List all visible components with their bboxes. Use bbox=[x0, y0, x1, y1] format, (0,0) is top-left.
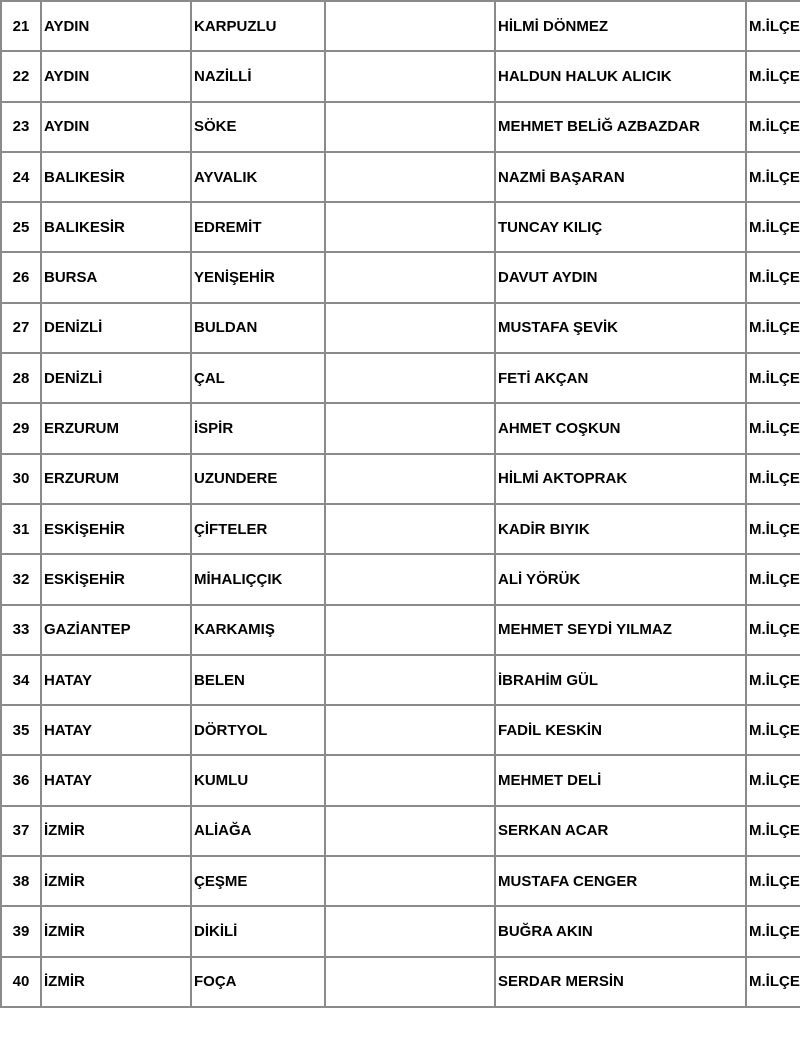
row-number-cell: 37 bbox=[1, 806, 41, 856]
empty-cell bbox=[325, 403, 495, 453]
empty-cell bbox=[325, 655, 495, 705]
table-row bbox=[1, 403, 800, 453]
province-cell: BURSA bbox=[41, 252, 191, 302]
role-cell: M.İLÇE bbox=[746, 51, 800, 101]
role-cell: M.İLÇE bbox=[746, 755, 800, 805]
table-row bbox=[1, 353, 800, 403]
candidate-name-cell: MEHMET DELİ bbox=[495, 755, 746, 805]
row-number-cell: 29 bbox=[1, 403, 41, 453]
table-row bbox=[1, 202, 800, 252]
empty-cell bbox=[325, 504, 495, 554]
row-number-cell: 30 bbox=[1, 454, 41, 504]
province-cell: ESKİŞEHİR bbox=[41, 504, 191, 554]
role-cell: M.İLÇE bbox=[746, 605, 800, 655]
district-cell: ÇİFTELER bbox=[191, 504, 325, 554]
district-cell: YENİŞEHİR bbox=[191, 252, 325, 302]
district-cell: ÇEŞME bbox=[191, 856, 325, 906]
province-cell: AYDIN bbox=[41, 51, 191, 101]
candidate-name-cell: FADİL KESKİN bbox=[495, 705, 746, 755]
role-cell: M.İLÇE bbox=[746, 454, 800, 504]
row-number-cell: 33 bbox=[1, 605, 41, 655]
table-row bbox=[1, 806, 800, 856]
table-row bbox=[1, 303, 800, 353]
role-cell: M.İLÇE bbox=[746, 504, 800, 554]
district-cell: KARPUZLU bbox=[191, 1, 325, 51]
province-cell: HATAY bbox=[41, 705, 191, 755]
role-cell: M.İLÇE bbox=[746, 252, 800, 302]
role-cell: M.İLÇE bbox=[746, 806, 800, 856]
candidate-name-cell: SERDAR MERSİN bbox=[495, 957, 746, 1007]
district-cell: UZUNDERE bbox=[191, 454, 325, 504]
province-cell: İZMİR bbox=[41, 957, 191, 1007]
role-cell: M.İLÇE bbox=[746, 705, 800, 755]
district-cell: AYVALIK bbox=[191, 152, 325, 202]
district-cell: EDREMİT bbox=[191, 202, 325, 252]
table-row bbox=[1, 655, 800, 705]
role-cell: M.İLÇE bbox=[746, 403, 800, 453]
candidate-name-cell: FETİ AKÇAN bbox=[495, 353, 746, 403]
table-row bbox=[1, 605, 800, 655]
empty-cell bbox=[325, 454, 495, 504]
table-row bbox=[1, 504, 800, 554]
row-number-cell: 27 bbox=[1, 303, 41, 353]
role-cell: M.İLÇE bbox=[746, 102, 800, 152]
province-cell: GAZİANTEP bbox=[41, 605, 191, 655]
empty-cell bbox=[325, 957, 495, 1007]
role-cell: M.İLÇE bbox=[746, 906, 800, 956]
row-number-cell: 24 bbox=[1, 152, 41, 202]
province-cell: AYDIN bbox=[41, 102, 191, 152]
row-number-cell: 34 bbox=[1, 655, 41, 705]
district-cell: FOÇA bbox=[191, 957, 325, 1007]
role-cell: M.İLÇE bbox=[746, 353, 800, 403]
province-cell: İZMİR bbox=[41, 806, 191, 856]
district-cell: NAZİLLİ bbox=[191, 51, 325, 101]
table-row bbox=[1, 102, 800, 152]
province-cell: BALIKESİR bbox=[41, 152, 191, 202]
district-cell: SÖKE bbox=[191, 102, 325, 152]
candidate-name-cell: MEHMET BELİĞ AZBAZDAR bbox=[495, 102, 746, 152]
empty-cell bbox=[325, 102, 495, 152]
row-number-cell: 26 bbox=[1, 252, 41, 302]
district-cell: DİKİLİ bbox=[191, 906, 325, 956]
table-row bbox=[1, 957, 800, 1007]
candidate-name-cell: MUSTAFA ŞEVİK bbox=[495, 303, 746, 353]
role-cell: M.İLÇE bbox=[746, 152, 800, 202]
district-cell: KUMLU bbox=[191, 755, 325, 805]
candidate-name-cell: HALDUN HALUK ALICIK bbox=[495, 51, 746, 101]
empty-cell bbox=[325, 906, 495, 956]
province-cell: ERZURUM bbox=[41, 454, 191, 504]
row-number-cell: 28 bbox=[1, 353, 41, 403]
candidate-name-cell: HİLMİ DÖNMEZ bbox=[495, 1, 746, 51]
empty-cell bbox=[325, 353, 495, 403]
empty-cell bbox=[325, 51, 495, 101]
table-row bbox=[1, 856, 800, 906]
row-number-cell: 32 bbox=[1, 554, 41, 604]
empty-cell bbox=[325, 152, 495, 202]
empty-cell bbox=[325, 1, 495, 51]
province-cell: ESKİŞEHİR bbox=[41, 554, 191, 604]
candidate-name-cell: HİLMİ AKTOPRAK bbox=[495, 454, 746, 504]
candidate-name-cell: MEHMET SEYDİ YILMAZ bbox=[495, 605, 746, 655]
row-number-cell: 23 bbox=[1, 102, 41, 152]
district-cell: DÖRTYOL bbox=[191, 705, 325, 755]
row-number-cell: 22 bbox=[1, 51, 41, 101]
role-cell: M.İLÇE bbox=[746, 957, 800, 1007]
role-cell: M.İLÇE bbox=[746, 856, 800, 906]
empty-cell bbox=[325, 806, 495, 856]
district-cell: BELEN bbox=[191, 655, 325, 705]
empty-cell bbox=[325, 605, 495, 655]
district-cell: BULDAN bbox=[191, 303, 325, 353]
province-cell: ERZURUM bbox=[41, 403, 191, 453]
candidate-name-cell: SERKAN ACAR bbox=[495, 806, 746, 856]
table-row bbox=[1, 1, 800, 51]
role-cell: M.İLÇE bbox=[746, 202, 800, 252]
empty-cell bbox=[325, 554, 495, 604]
district-cell: KARKAMIŞ bbox=[191, 605, 325, 655]
province-cell: HATAY bbox=[41, 755, 191, 805]
table-row bbox=[1, 252, 800, 302]
row-number-cell: 36 bbox=[1, 755, 41, 805]
empty-cell bbox=[325, 202, 495, 252]
table-row bbox=[1, 554, 800, 604]
candidate-name-cell: BUĞRA AKIN bbox=[495, 906, 746, 956]
district-cell: ÇAL bbox=[191, 353, 325, 403]
row-number-cell: 31 bbox=[1, 504, 41, 554]
role-cell: M.İLÇE bbox=[746, 1, 800, 51]
table-row bbox=[1, 454, 800, 504]
candidate-name-cell: DAVUT AYDIN bbox=[495, 252, 746, 302]
candidate-name-cell: KADİR BIYIK bbox=[495, 504, 746, 554]
province-cell: DENİZLİ bbox=[41, 353, 191, 403]
candidate-table-body bbox=[1, 1, 800, 1007]
row-number-cell: 39 bbox=[1, 906, 41, 956]
province-cell: İZMİR bbox=[41, 906, 191, 956]
table-row bbox=[1, 152, 800, 202]
row-number-cell: 38 bbox=[1, 856, 41, 906]
candidate-name-cell: İBRAHİM GÜL bbox=[495, 655, 746, 705]
empty-cell bbox=[325, 303, 495, 353]
role-cell: M.İLÇE bbox=[746, 303, 800, 353]
table-row bbox=[1, 51, 800, 101]
role-cell: M.İLÇE bbox=[746, 554, 800, 604]
candidate-name-cell: AHMET COŞKUN bbox=[495, 403, 746, 453]
row-number-cell: 40 bbox=[1, 957, 41, 1007]
table-row bbox=[1, 755, 800, 805]
table-row bbox=[1, 705, 800, 755]
province-cell: HATAY bbox=[41, 655, 191, 705]
candidate-name-cell: ALİ YÖRÜK bbox=[495, 554, 746, 604]
empty-cell bbox=[325, 252, 495, 302]
district-cell: ALİAĞA bbox=[191, 806, 325, 856]
district-cell: MİHALIÇÇIK bbox=[191, 554, 325, 604]
table-row bbox=[1, 906, 800, 956]
province-cell: DENİZLİ bbox=[41, 303, 191, 353]
role-cell: M.İLÇE bbox=[746, 655, 800, 705]
row-number-cell: 35 bbox=[1, 705, 41, 755]
district-cell: İSPİR bbox=[191, 403, 325, 453]
candidate-name-cell: NAZMİ BAŞARAN bbox=[495, 152, 746, 202]
candidate-name-cell: MUSTAFA CENGER bbox=[495, 856, 746, 906]
row-number-cell: 21 bbox=[1, 1, 41, 51]
candidate-name-cell: TUNCAY KILIÇ bbox=[495, 202, 746, 252]
empty-cell bbox=[325, 705, 495, 755]
province-cell: BALIKESİR bbox=[41, 202, 191, 252]
province-cell: AYDIN bbox=[41, 1, 191, 51]
empty-cell bbox=[325, 856, 495, 906]
province-cell: İZMİR bbox=[41, 856, 191, 906]
row-number-cell: 25 bbox=[1, 202, 41, 252]
empty-cell bbox=[325, 755, 495, 805]
